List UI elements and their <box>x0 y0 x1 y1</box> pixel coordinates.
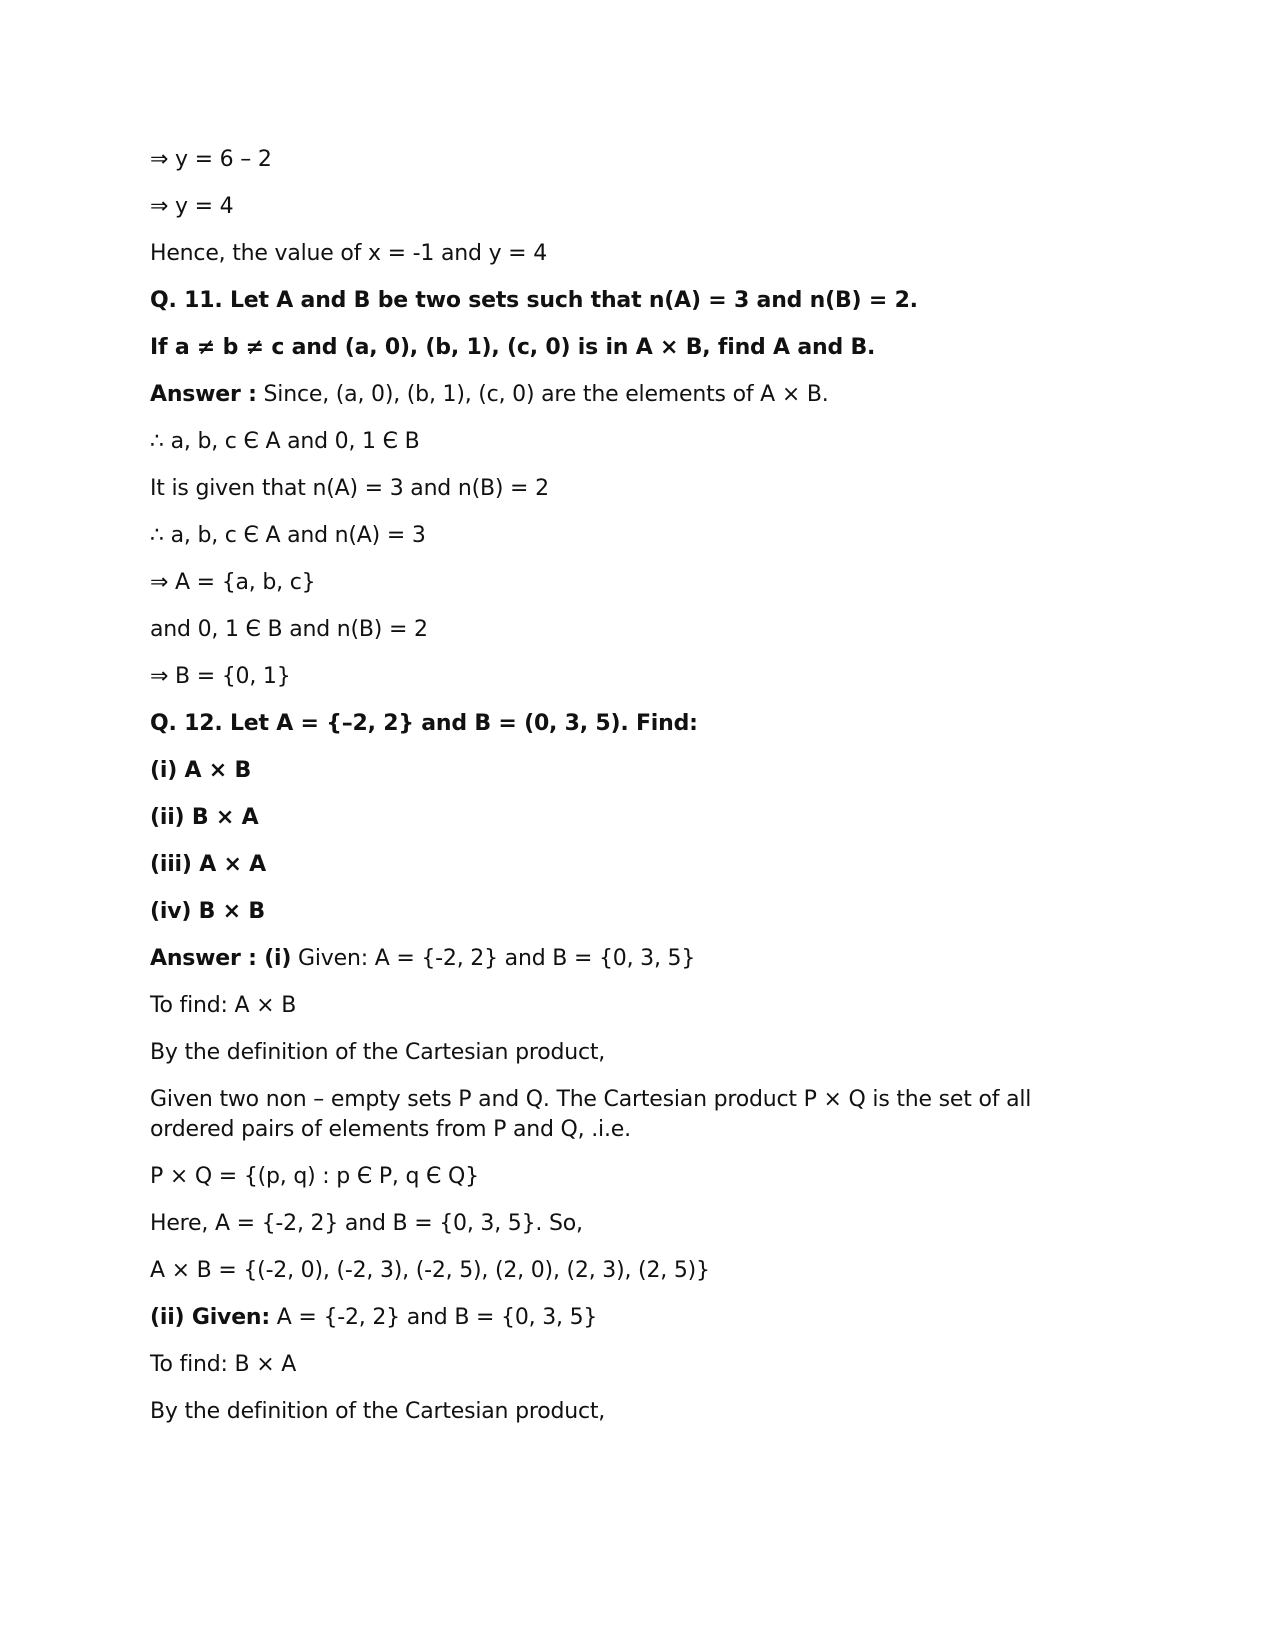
part-ii-label: (ii) Given: <box>150 1305 270 1330</box>
working-line: By the definition of the Cartesian product, <box>150 1399 606 1424</box>
question-12-part-iv: (iv) B × B <box>150 899 265 924</box>
answer-text: Since, (a, 0), (b, 1), (c, 0) are the elements of A × B. <box>256 382 829 407</box>
document-page <box>150 145 1110 1444</box>
question-11-subheading: If a ≠ b ≠ c and (a, 0), (b, 1), (c, 0) is in A × B, find A and B. <box>150 335 876 360</box>
working-line: P × Q = {(p, q) : p Є P, q Є Q} <box>150 1164 479 1189</box>
working-line: ∴ a, b, c Є A and n(A) = 3 <box>150 523 426 548</box>
answer-text: Given: A = {-2, 2} and B = {0, 3, 5} <box>291 946 696 971</box>
working-line: To find: B × A <box>150 1352 297 1377</box>
conclusion-line: Hence, the value of x = -1 and y = 4 <box>150 241 548 266</box>
definition-paragraph: Given two non – empty sets P and Q. The Cartesian product P × Q is the set of all ordered pairs of elements from P and Q, .i.e. <box>150 1087 1032 1142</box>
answer-label: Answer : (i) <box>150 946 292 971</box>
working-line: Here, A = {-2, 2} and B = {0, 3, 5}. So, <box>150 1211 583 1236</box>
part-ii-text: A = {-2, 2} and B = {0, 3, 5} <box>269 1305 598 1330</box>
working-line: By the definition of the Cartesian product, <box>150 1040 606 1065</box>
question-12-part-ii: (ii) B × A <box>150 805 259 830</box>
working-line: To find: A × B <box>150 993 297 1018</box>
working-line: and 0, 1 Є B and n(B) = 2 <box>150 617 428 642</box>
answer-label: Answer : <box>150 382 257 407</box>
part-ii-line <box>150 1303 1110 1333</box>
question-11-heading: Q. 11. Let A and B be two sets such that n(A) = 3 and n(B) = 2. <box>150 288 918 313</box>
question-12-heading: Q. 12. Let A = {–2, 2} and B = (0, 3, 5). Find: <box>150 711 698 736</box>
question-12-part-iii: (iii) A × A <box>150 852 266 877</box>
answer-12-line <box>150 944 1110 974</box>
working-line: ⇒ B = {0, 1} <box>150 664 291 689</box>
question-12-part-i: (i) A × B <box>150 758 252 783</box>
equation-line: ⇒ y = 6 – 2 <box>150 147 272 172</box>
working-line: ⇒ A = {a, b, c} <box>150 570 316 595</box>
working-line: It is given that n(A) = 3 and n(B) = 2 <box>150 476 549 501</box>
answer-11-line <box>150 380 1110 410</box>
working-line: A × B = {(-2, 0), (-2, 3), (-2, 5), (2, 0), (2, 3), (2, 5)} <box>150 1258 710 1283</box>
working-line: ∴ a, b, c Є A and 0, 1 Є B <box>150 429 420 454</box>
equation-line: ⇒ y = 4 <box>150 194 234 219</box>
